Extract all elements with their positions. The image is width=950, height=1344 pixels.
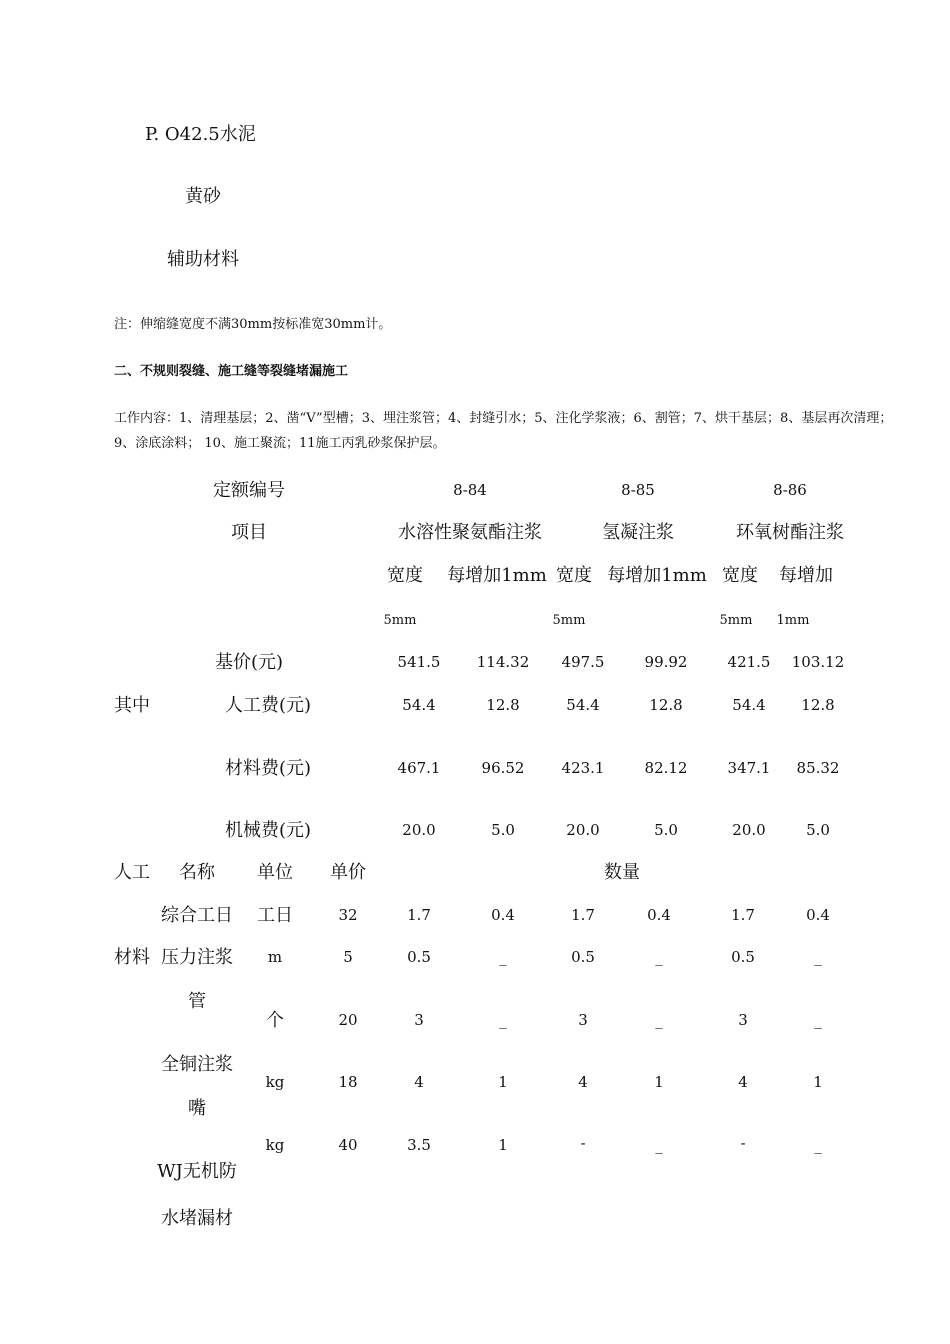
mat-row3-name-line2: 嘴 [188, 1098, 206, 1119]
quota-code-3: 8-86 [773, 481, 807, 499]
item-name-2: 氢凝注浆 [602, 522, 674, 543]
mat-row1-name: 压力注浆 [161, 947, 233, 968]
labor-cost-v5: 54.4 [732, 696, 766, 714]
item-name-3: 环氧树酯注浆 [736, 522, 844, 543]
mat-row4-v2: 1 [498, 1136, 508, 1154]
subheader-width-1: 宽度 [387, 565, 423, 586]
machine-cost-v4: 5.0 [654, 821, 678, 839]
mat-row3-v3: 4 [578, 1073, 588, 1091]
mat-row1-v6: _ [814, 948, 822, 966]
labor-cost-v6: 12.8 [801, 696, 835, 714]
subheader-width-val-3: 5mm [719, 613, 753, 628]
labor-row-v4: 0.4 [647, 906, 671, 924]
mat-row2-v6: _ [814, 1011, 822, 1029]
material-cost-v3: 423.1 [561, 759, 605, 777]
material-cost-v5: 347.1 [727, 759, 771, 777]
subheader-inc-val-3: 1mm [776, 613, 810, 628]
mat-row1-v3: 0.5 [571, 948, 595, 966]
mat-row2-v4: _ [655, 1011, 663, 1029]
quota-label: 定额编号 [213, 480, 285, 501]
mat-row3-v4: 1 [654, 1073, 664, 1091]
mat-row4-v3: - [580, 1134, 586, 1152]
machine-cost-v1: 20.0 [402, 821, 436, 839]
material-cost-v6: 85.32 [796, 759, 840, 777]
mat-row4-v1: 3.5 [407, 1136, 431, 1154]
unit-price-header: 单价 [330, 862, 366, 883]
subheader-inc-3: 每增加 [779, 565, 833, 586]
labor-cost-v1: 54.4 [402, 696, 436, 714]
base-price-label: 基价(元) [214, 652, 284, 673]
mat-row3-name-line1: 全铜注浆 [161, 1054, 233, 1075]
base-price-v6: 103.12 [791, 653, 845, 671]
mat-row2-unit: 个 [266, 1010, 284, 1031]
mat-row1-unit: m [267, 948, 283, 966]
mat-row3-unit: kg [265, 1073, 285, 1091]
section-title: 二、不规则裂缝、施工缝等裂缝堵漏施工 [114, 364, 349, 379]
material-cost-v2: 96.52 [481, 759, 525, 777]
unit-header: 单位 [257, 862, 293, 883]
mat-row2-v3: 3 [578, 1011, 588, 1029]
category-header: 人工 [114, 862, 150, 883]
subheader-inc-2: 每增加1mm [607, 565, 707, 586]
machine-cost-v3: 20.0 [566, 821, 600, 839]
subheader-width-val-1: 5mm [383, 613, 417, 628]
note-text: 注：伸缩缝宽度不满30mm按标准宽30mm计。 [114, 317, 392, 332]
item-cement: P. O42.5水泥 [145, 124, 256, 145]
mat-row3-v5: 4 [738, 1073, 748, 1091]
labor-row-name: 综合工日 [161, 905, 233, 926]
subheader-inc-1: 每增加1mm [447, 565, 547, 586]
mat-row4-name-line1: WJ无机防 [157, 1161, 237, 1182]
machine-cost-v6: 5.0 [806, 821, 830, 839]
item-name-1: 水溶性聚氨酯注浆 [398, 522, 542, 543]
mat-row2-v5: 3 [738, 1011, 748, 1029]
quantity-header: 数量 [604, 862, 640, 883]
mat-row1-v5: 0.5 [731, 948, 755, 966]
mat-row3-v1: 4 [414, 1073, 424, 1091]
subheader-width-2: 宽度 [556, 565, 592, 586]
material-cost-v1: 467.1 [397, 759, 441, 777]
labor-row-v3: 1.7 [571, 906, 595, 924]
quota-code-2: 8-85 [621, 481, 655, 499]
base-price-v4: 99.92 [644, 653, 688, 671]
labor-cost-label: 人工费(元) [224, 695, 312, 716]
base-price-v3: 497.5 [561, 653, 605, 671]
mat-row4-v6: _ [814, 1136, 822, 1154]
labor-row-v6: 0.4 [806, 906, 830, 924]
machine-cost-v5: 20.0 [732, 821, 766, 839]
labor-cost-v3: 54.4 [566, 696, 600, 714]
mat-row4-price: 40 [338, 1136, 358, 1154]
item-label: 项目 [231, 522, 267, 543]
quota-code-1: 8-84 [453, 481, 487, 499]
mat-row4-v4: _ [655, 1136, 663, 1154]
material-label: 材料 [114, 947, 150, 968]
among-label: 其中 [114, 695, 150, 716]
subheader-width-val-2: 5mm [552, 613, 586, 628]
mat-row1-v2: _ [499, 948, 507, 966]
material-cost-v4: 82.12 [644, 759, 688, 777]
mat-row3-v2: 1 [498, 1073, 508, 1091]
labor-row-unit: 工日 [257, 905, 293, 926]
mat-row4-name-line2: 水堵漏材 [161, 1208, 233, 1229]
labor-row-v1: 1.7 [407, 906, 431, 924]
mat-row3-v6: 1 [813, 1073, 823, 1091]
mat-row2-name: 管 [188, 991, 206, 1012]
base-price-v2: 114.32 [476, 653, 530, 671]
labor-row-v5: 1.7 [731, 906, 755, 924]
mat-row2-price: 20 [338, 1011, 358, 1029]
material-cost-label: 材料费(元) [224, 758, 312, 779]
name-header: 名称 [179, 862, 215, 883]
base-price-v5: 421.5 [727, 653, 771, 671]
labor-row-price: 32 [338, 906, 358, 924]
mat-row4-unit: kg [265, 1136, 285, 1154]
mat-row4-v5: - [740, 1134, 746, 1152]
base-price-v1: 541.5 [397, 653, 441, 671]
machine-cost-label: 机械费(元) [224, 820, 312, 841]
work-content-line2: 9、涂底涂料； 10、施工聚流；11施工丙乳砂浆保护层。 [114, 436, 446, 451]
labor-cost-v2: 12.8 [486, 696, 520, 714]
machine-cost-v2: 5.0 [491, 821, 515, 839]
item-aux-material: 辅助材料 [167, 249, 239, 270]
work-content-line1: 工作内容：1、清理基层；2、凿“V”型槽；3、埋注浆管；4、封缝引水；5、注化学浆液；6、割管；7、烘干基层；8、基层再次清理； [114, 411, 893, 426]
mat-row1-v1: 0.5 [407, 948, 431, 966]
mat-row2-v2: _ [499, 1011, 507, 1029]
mat-row1-v4: _ [655, 948, 663, 966]
mat-row3-price: 18 [338, 1073, 358, 1091]
subheader-width-3: 宽度 [722, 565, 758, 586]
labor-row-v2: 0.4 [491, 906, 515, 924]
labor-cost-v4: 12.8 [649, 696, 683, 714]
mat-row2-v1: 3 [414, 1011, 424, 1029]
mat-row1-price: 5 [343, 948, 353, 966]
item-sand: 黄砂 [185, 186, 221, 207]
